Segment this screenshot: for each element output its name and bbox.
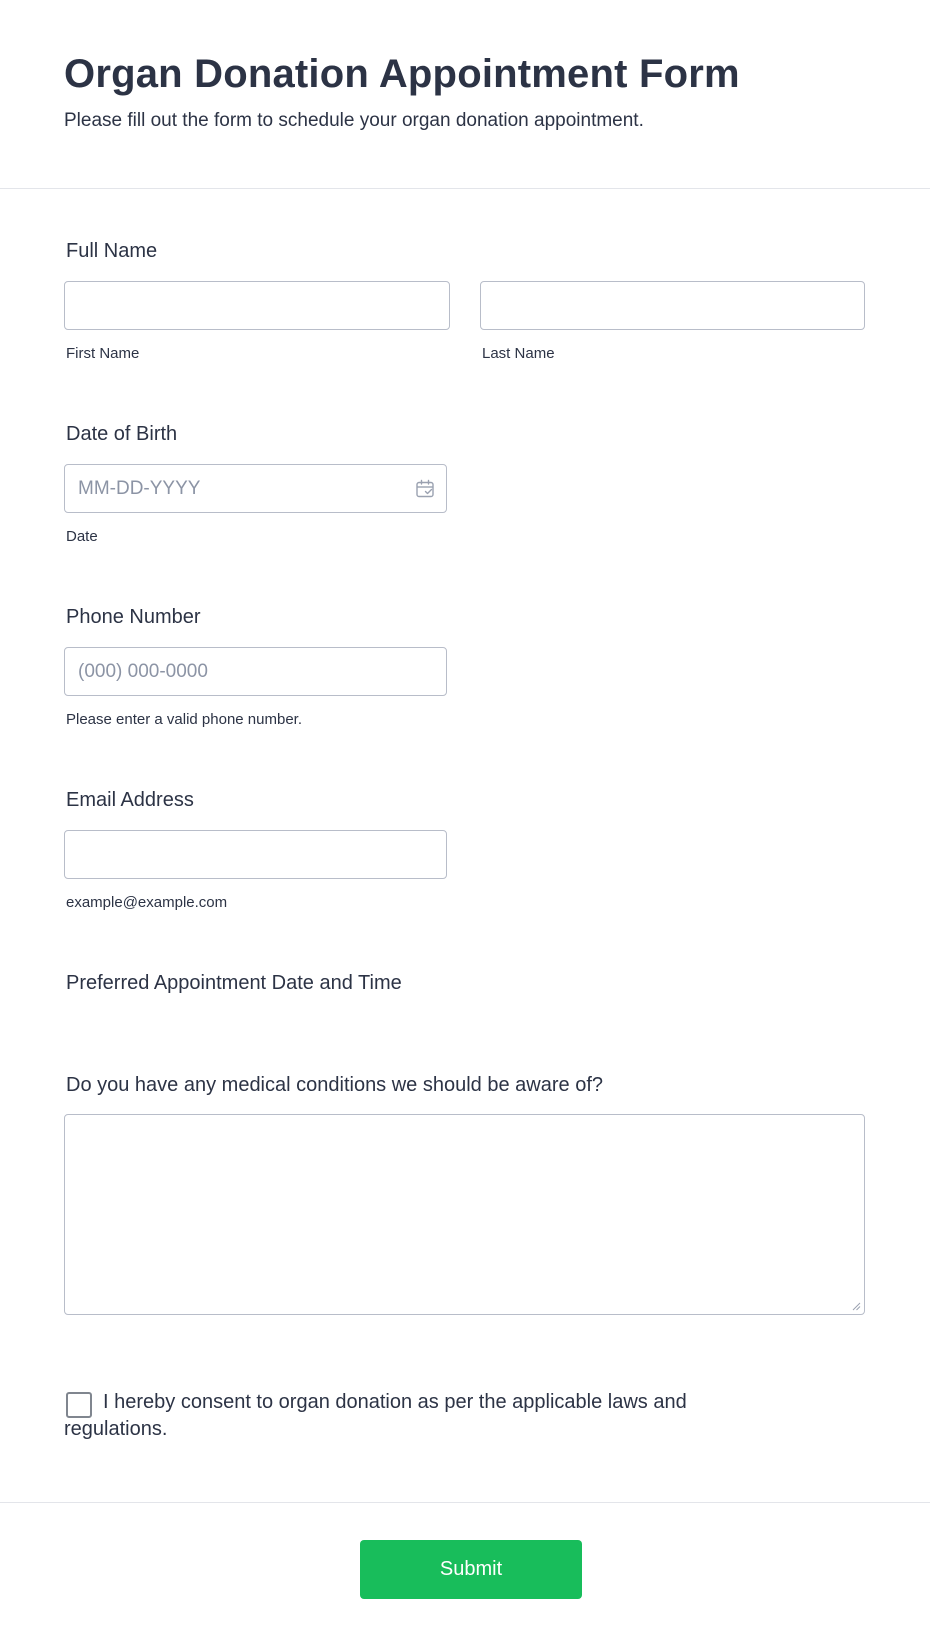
submit-button[interactable]: Submit (360, 1540, 582, 1599)
dob-label: Date of Birth (66, 423, 178, 445)
resize-grip-icon[interactable] (851, 1301, 861, 1311)
form-subtitle: Please fill out the form to schedule your organ donation appointment. (64, 110, 644, 131)
first-name-input[interactable] (64, 281, 450, 330)
medical-conditions-textarea[interactable] (64, 1114, 865, 1315)
last-name-sublabel: Last Name (482, 345, 555, 362)
dob-sublabel: Date (66, 528, 98, 545)
first-name-sublabel: First Name (66, 345, 140, 362)
phone-sublabel: Please enter a valid phone number. (66, 711, 302, 728)
consent-label: I hereby consent to organ donation as per the applicable laws and regulations. (64, 1391, 687, 1440)
full-name-label: Full Name (66, 240, 158, 262)
medical-conditions-label: Do you have any medical conditions we should be aware of? (66, 1074, 603, 1096)
email-input[interactable] (64, 830, 447, 879)
last-name-input[interactable] (480, 281, 865, 330)
calendar-icon[interactable] (415, 479, 435, 499)
form-title: Organ Donation Appointment Form (64, 52, 740, 96)
email-sublabel: example@example.com (66, 894, 228, 911)
appointment-label: Preferred Appointment Date and Time (66, 972, 402, 994)
dob-input[interactable] (64, 464, 447, 513)
dob-field (64, 464, 447, 513)
email-label: Email Address (66, 789, 194, 811)
phone-label: Phone Number (66, 606, 201, 628)
form-header (0, 0, 930, 189)
phone-input[interactable] (64, 647, 447, 696)
